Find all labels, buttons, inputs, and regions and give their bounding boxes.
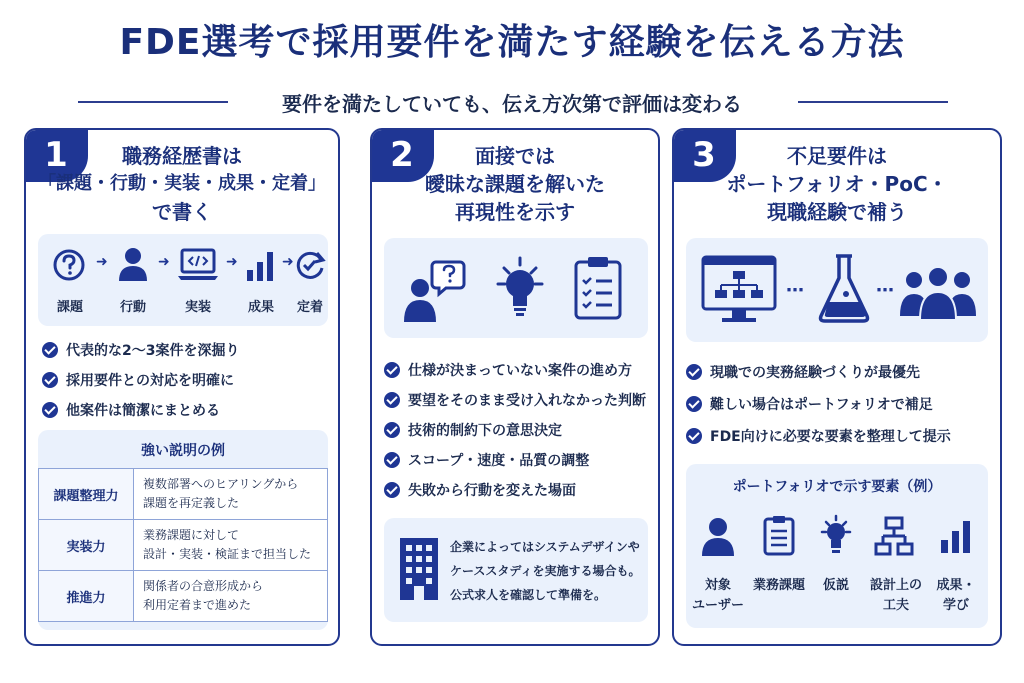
bullet-item: FDE向けに必要な要素を整理して提示 bbox=[686, 426, 951, 446]
flow-label: 実装 bbox=[184, 300, 211, 315]
lightbulb-icon bbox=[492, 256, 548, 322]
icon-panel bbox=[686, 238, 988, 342]
arrow-icon: ➜ bbox=[158, 254, 170, 270]
check-icon bbox=[686, 364, 702, 380]
card-title-line: 不足要件は bbox=[787, 144, 887, 168]
card-title-line: 再現性を示す bbox=[455, 200, 575, 224]
arrow-icon: ➜ bbox=[226, 254, 238, 270]
check-icon bbox=[42, 402, 58, 418]
flow-label: 成果 bbox=[247, 300, 274, 315]
card-number: 1 bbox=[24, 128, 88, 182]
check-icon bbox=[686, 396, 702, 412]
check-icon bbox=[42, 342, 58, 358]
card-title-line: 面接では bbox=[475, 144, 555, 168]
portfolio-label: 仮説 bbox=[822, 578, 849, 593]
card-number: 2 bbox=[370, 128, 434, 182]
arrow-icon: ➜ bbox=[282, 254, 294, 270]
clipboard-icon bbox=[762, 514, 796, 556]
note-line: ケーススタディを実施する場合も。 bbox=[450, 564, 641, 578]
note-panel bbox=[384, 518, 648, 622]
user-icon bbox=[700, 516, 736, 556]
flask-icon bbox=[816, 252, 872, 324]
card-title-line: 職務経歴書は bbox=[122, 144, 242, 168]
bullet-item: 現職での実務経験づくりが最優先 bbox=[686, 362, 920, 382]
card-gap-filling bbox=[672, 128, 1002, 646]
note-line: 公式求人を確認して準備を。 bbox=[450, 588, 607, 602]
dots-separator: ⋯ bbox=[786, 280, 804, 301]
table-key: 実装力 bbox=[39, 520, 134, 571]
check-icon bbox=[686, 428, 702, 444]
portfolio-label: 対象 ユーザー bbox=[691, 578, 744, 613]
team-icon bbox=[898, 264, 978, 320]
bullet-item: 仕様が決まっていない案件の進め方 bbox=[384, 360, 632, 380]
check-icon bbox=[42, 372, 58, 388]
table-row bbox=[39, 520, 328, 571]
flow-label: 課題 bbox=[56, 300, 83, 315]
bullet-item: 採用要件との対応を明確に bbox=[42, 370, 234, 390]
page-title: FDE選考で採用要件を満たす経験を伝える方法 bbox=[119, 22, 905, 63]
page-subtitle: 要件を満たしていても、伝え方次第で評価は変わる bbox=[282, 92, 742, 116]
card-title-line: 曖昧な課題を解いた bbox=[425, 172, 605, 196]
check-icon bbox=[384, 392, 400, 408]
card-number: 3 bbox=[672, 128, 736, 182]
bullet-item: 技術的制約下の意思決定 bbox=[384, 420, 562, 440]
card-resume bbox=[24, 128, 340, 646]
card-title-line: 現職経験で補う bbox=[767, 200, 907, 224]
table-value: 業務課題に対して 設計・実装・検証まで担当した bbox=[134, 520, 328, 571]
table-value: 複数部署へのヒアリングから 課題を再定義した bbox=[134, 469, 328, 520]
card-interview bbox=[370, 128, 660, 646]
dots-separator: ⋯ bbox=[876, 280, 894, 301]
portfolio-label: 設計上の 工夫 bbox=[869, 578, 922, 613]
check-icon bbox=[384, 362, 400, 378]
table-value: 関係者の合意形成から 利用定着まで進めた bbox=[134, 571, 328, 622]
bullet-item: 失敗から行動を変えた場面 bbox=[384, 480, 576, 500]
flow-label: 定着 bbox=[296, 300, 323, 315]
subtitle-row bbox=[0, 88, 1024, 118]
bullet-item: 代表的な2～3案件を深掘り bbox=[42, 340, 239, 360]
bar-chart-icon bbox=[940, 518, 972, 554]
hierarchy-icon bbox=[874, 516, 914, 556]
check-icon bbox=[384, 482, 400, 498]
bar-chart-icon bbox=[246, 248, 276, 282]
check-icon bbox=[384, 452, 400, 468]
table-row bbox=[39, 571, 328, 622]
clipboard-checklist-icon bbox=[572, 254, 624, 322]
bullet-item: 要望をそのまま受け入れなかった判断 bbox=[384, 390, 646, 410]
flow-label: 行動 bbox=[119, 300, 146, 315]
table-row bbox=[39, 469, 328, 520]
portfolio-label: 業務課題 bbox=[752, 578, 805, 593]
laptop-code-icon bbox=[176, 248, 220, 282]
card-title-line: ポートフォリオ・PoC・ bbox=[726, 172, 948, 196]
flow-panel bbox=[38, 234, 328, 326]
portfolio-panel bbox=[686, 464, 988, 628]
card-title-line: 「課題・行動・実装・成果・定着」 bbox=[38, 173, 326, 194]
icon-panel bbox=[384, 238, 648, 338]
person-icon bbox=[116, 246, 150, 282]
bullet-item: 他案件は簡潔にまとめる bbox=[42, 400, 220, 420]
bullet-item: スコープ・速度・品質の調整 bbox=[384, 450, 589, 470]
table-key: 課題整理力 bbox=[39, 469, 134, 520]
question-icon bbox=[52, 248, 86, 282]
speaker-question-icon bbox=[400, 258, 466, 324]
monitor-diagram-icon bbox=[700, 254, 778, 326]
arrow-icon: ➜ bbox=[96, 254, 108, 270]
example-title: 強い説明の例 bbox=[141, 443, 225, 459]
building-icon bbox=[398, 536, 440, 602]
check-icon bbox=[384, 422, 400, 438]
example-table bbox=[38, 468, 328, 622]
bullet-item: 難しい場合はポートフォリオで補足 bbox=[686, 394, 933, 414]
refresh-check-icon bbox=[294, 248, 326, 282]
note-line: 企業によってはシステムデザインや bbox=[450, 540, 640, 554]
portfolio-label: 成果・ 学び bbox=[936, 578, 976, 613]
portfolio-title: ポートフォリオで示す要素（例） bbox=[732, 479, 942, 495]
lightbulb-icon bbox=[818, 514, 854, 558]
subtitle-rule-right bbox=[798, 101, 948, 103]
card-title-line: で書く bbox=[152, 200, 212, 224]
table-key: 推進力 bbox=[39, 571, 134, 622]
